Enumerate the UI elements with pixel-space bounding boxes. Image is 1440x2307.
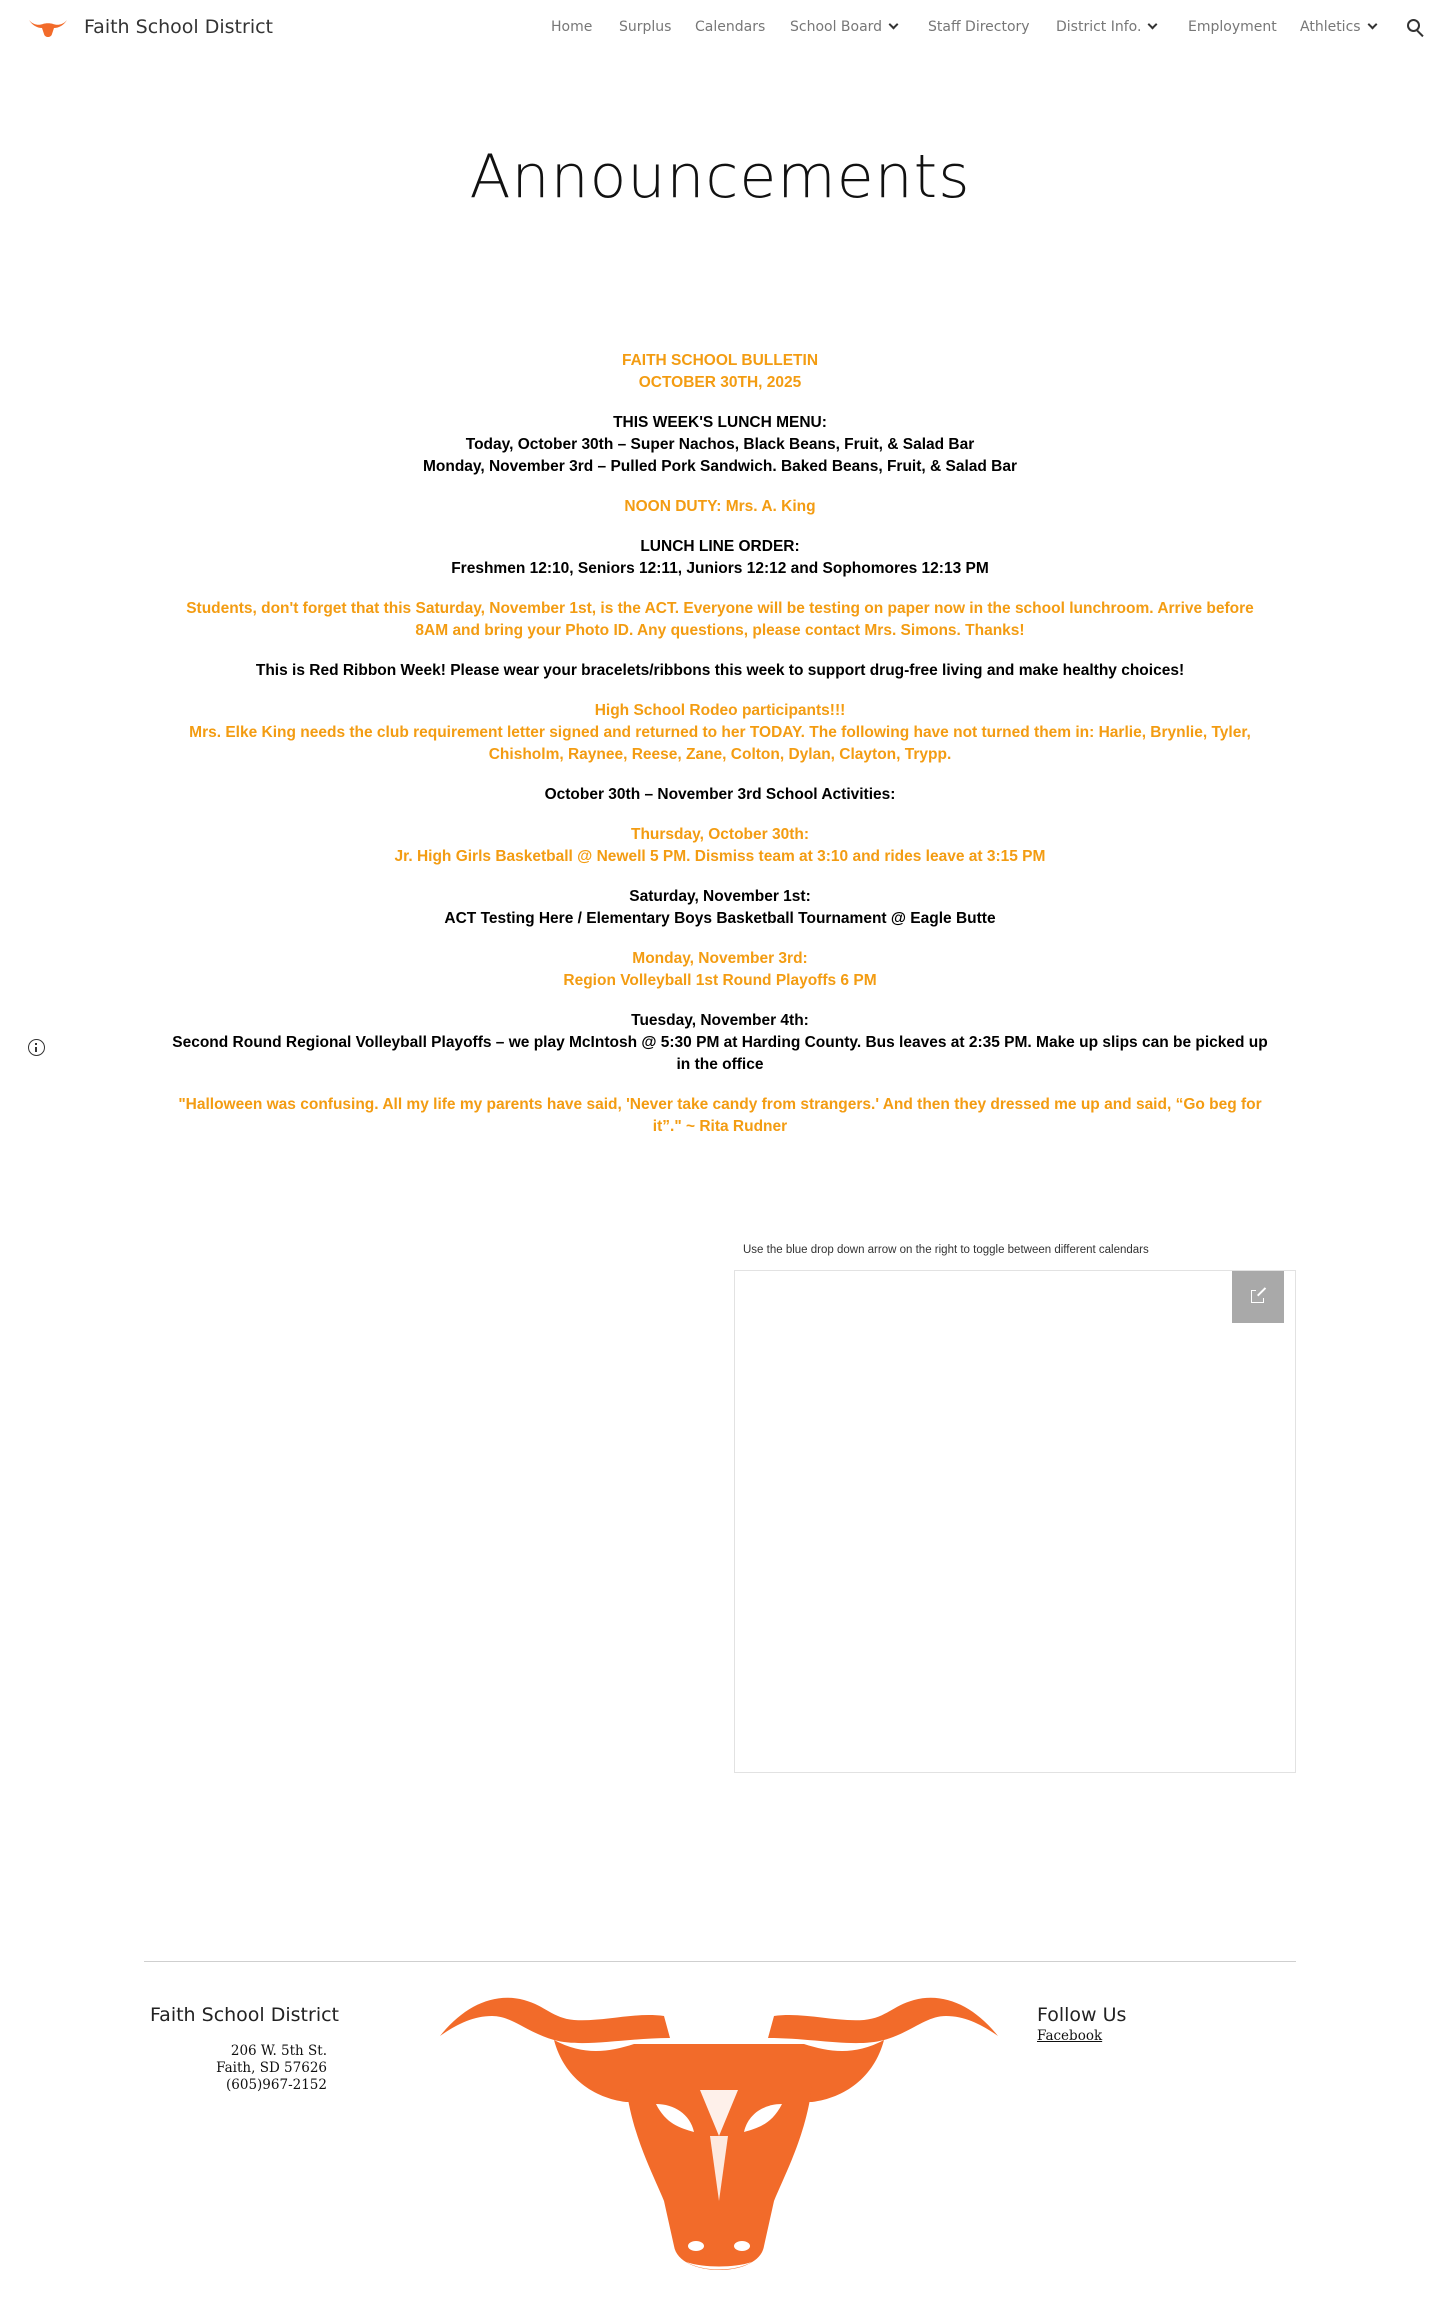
nav-surplus[interactable]: Surplus [619, 19, 672, 35]
bulletin-title: FAITH SCHOOL BULLETIN [621, 352, 819, 369]
activity-detail: Jr. High Girls Basketball @ Newell 5 PM. Dismiss team at 3:10 and rides leave at 3:15 PM [394, 848, 1046, 865]
act-notice [150, 598, 1290, 642]
nav-staff-directory[interactable]: Staff Directory [928, 19, 1030, 35]
red-ribbon-text: This is Red Ribbon Week! Please wear your bracelets/ribbons this week to support drug-free living and make healthy choices! [255, 662, 1185, 679]
nav-employment[interactable]: Employment [1188, 19, 1277, 35]
activity-monday [150, 948, 1290, 992]
bulletin-heading [150, 350, 1290, 394]
activity-detail: ACT Testing Here / Elementary Boys Basketball Tournament @ Eagle Butte [444, 910, 996, 927]
nav-home[interactable]: Home [551, 19, 593, 35]
nav-athletics[interactable]: Athletics [1300, 19, 1376, 35]
bulletin-date: OCTOBER 30TH, 2025 [638, 374, 802, 391]
lunch-line-heading: LUNCH LINE ORDER: [640, 538, 800, 555]
red-ribbon-notice [150, 660, 1290, 682]
bulletin [150, 350, 1290, 1156]
activity-day: Thursday, October 30th: [631, 826, 809, 843]
footer-phone: (605)967-2152 [226, 2077, 327, 2093]
nav-school-board[interactable]: School Board [790, 19, 897, 35]
page-title: Announcements [469, 142, 971, 212]
lunch-menu-monday: Monday, November 3rd – Pulled Pork Sandwich. Baked Beans, Fruit, & Salad Bar [422, 458, 1018, 475]
nav-calendars[interactable]: Calendars [695, 19, 766, 35]
activity-day: Monday, November 3rd: [632, 950, 808, 967]
longhorn-logo-icon [434, 1986, 1004, 2286]
footer-street: 206 W. 5th St. [230, 2043, 327, 2059]
noon-duty [150, 496, 1290, 518]
noon-duty-text: NOON DUTY: Mrs. A. King [624, 498, 816, 515]
open-in-new-button[interactable] [1232, 1271, 1284, 1323]
quote-text: it”." ~ Rita Rudner [652, 1118, 788, 1135]
act-notice-line: Students, don't forget that this Saturday, November 1st, is the ACT. Everyone will be testing on paper now in the school lunchroom. Arrive before [186, 600, 1254, 617]
rodeo-text: Chisholm, Raynee, Reese, Zane, Colton, Dylan, Clayton, Trypp. [488, 746, 952, 763]
activity-detail: in the office [676, 1056, 764, 1073]
lunch-line-times: Freshmen 12:10, Seniors 12:11, Juniors 12:12 and Sophomores 12:13 PM [451, 560, 989, 577]
activity-day: Saturday, November 1st: [629, 888, 811, 905]
quote-text: "Halloween was confusing. All my life my parents have said, 'Never take candy from strangers.' And then they dressed me up and said, “Go beg for [178, 1096, 1262, 1113]
quote [150, 1094, 1290, 1138]
calendar-embed[interactable] [734, 1270, 1296, 1773]
activity-saturday [150, 886, 1290, 930]
calendar-caption: Use the blue drop down arrow on the right to toggle between different calendars [743, 1244, 1149, 1256]
activity-tuesday [150, 1010, 1290, 1076]
activity-day: Tuesday, November 4th: [631, 1012, 809, 1029]
rodeo-notice [150, 700, 1290, 766]
facebook-link[interactable]: Facebook [1037, 2028, 1103, 2044]
search-icon[interactable] [1407, 19, 1425, 37]
activity-detail: Region Volleyball 1st Round Playoffs 6 PM [563, 972, 877, 989]
footer-divider [144, 1961, 1296, 1962]
main-nav [0, 19, 1440, 41]
act-notice-line: 8AM and bring your Photo ID. Any questions, please contact Mrs. Simons. Thanks! [415, 622, 1025, 639]
footer-city: Faith, SD 57626 [216, 2060, 327, 2076]
top-bar [0, 0, 1440, 58]
lunch-menu-today: Today, October 30th – Super Nachos, Black Beans, Fruit, & Salad Bar [465, 436, 975, 453]
lunch-menu-heading: THIS WEEK'S LUNCH MENU: [613, 414, 827, 431]
site-title[interactable]: Faith School District [84, 16, 273, 38]
activities-heading-text: October 30th – November 3rd School Activities: [544, 786, 896, 803]
nav-district-info[interactable]: District Info. [1056, 19, 1156, 35]
chevron-down-icon[interactable] [1148, 20, 1158, 30]
chevron-down-icon[interactable] [889, 20, 899, 30]
footer-district-name: Faith School District [150, 2004, 339, 2026]
lunch-menu [150, 412, 1290, 478]
lunch-line-order [150, 536, 1290, 580]
footer-address [150, 2043, 327, 2094]
follow-us-heading: Follow Us [1037, 2004, 1127, 2026]
activity-thursday [150, 824, 1290, 868]
info-icon[interactable] [28, 1039, 45, 1056]
open-in-new-arrow [1256, 1288, 1266, 1298]
activity-detail: Second Round Regional Volleyball Playoffs – we play McIntosh @ 5:30 PM at Harding County. Bus leaves at 2:35 PM. Make up slips can be picked up [172, 1034, 1268, 1051]
activities-heading [150, 784, 1290, 806]
rodeo-text: Mrs. Elke King needs the club requirement letter signed and returned to her TODAY. The following have not turned them in: Harlie, Brynlie, Tyler, [189, 724, 1251, 741]
search-handle [1417, 30, 1424, 37]
rodeo-heading: High School Rodeo participants!!! [594, 702, 846, 719]
chevron-down-icon[interactable] [1367, 20, 1377, 30]
